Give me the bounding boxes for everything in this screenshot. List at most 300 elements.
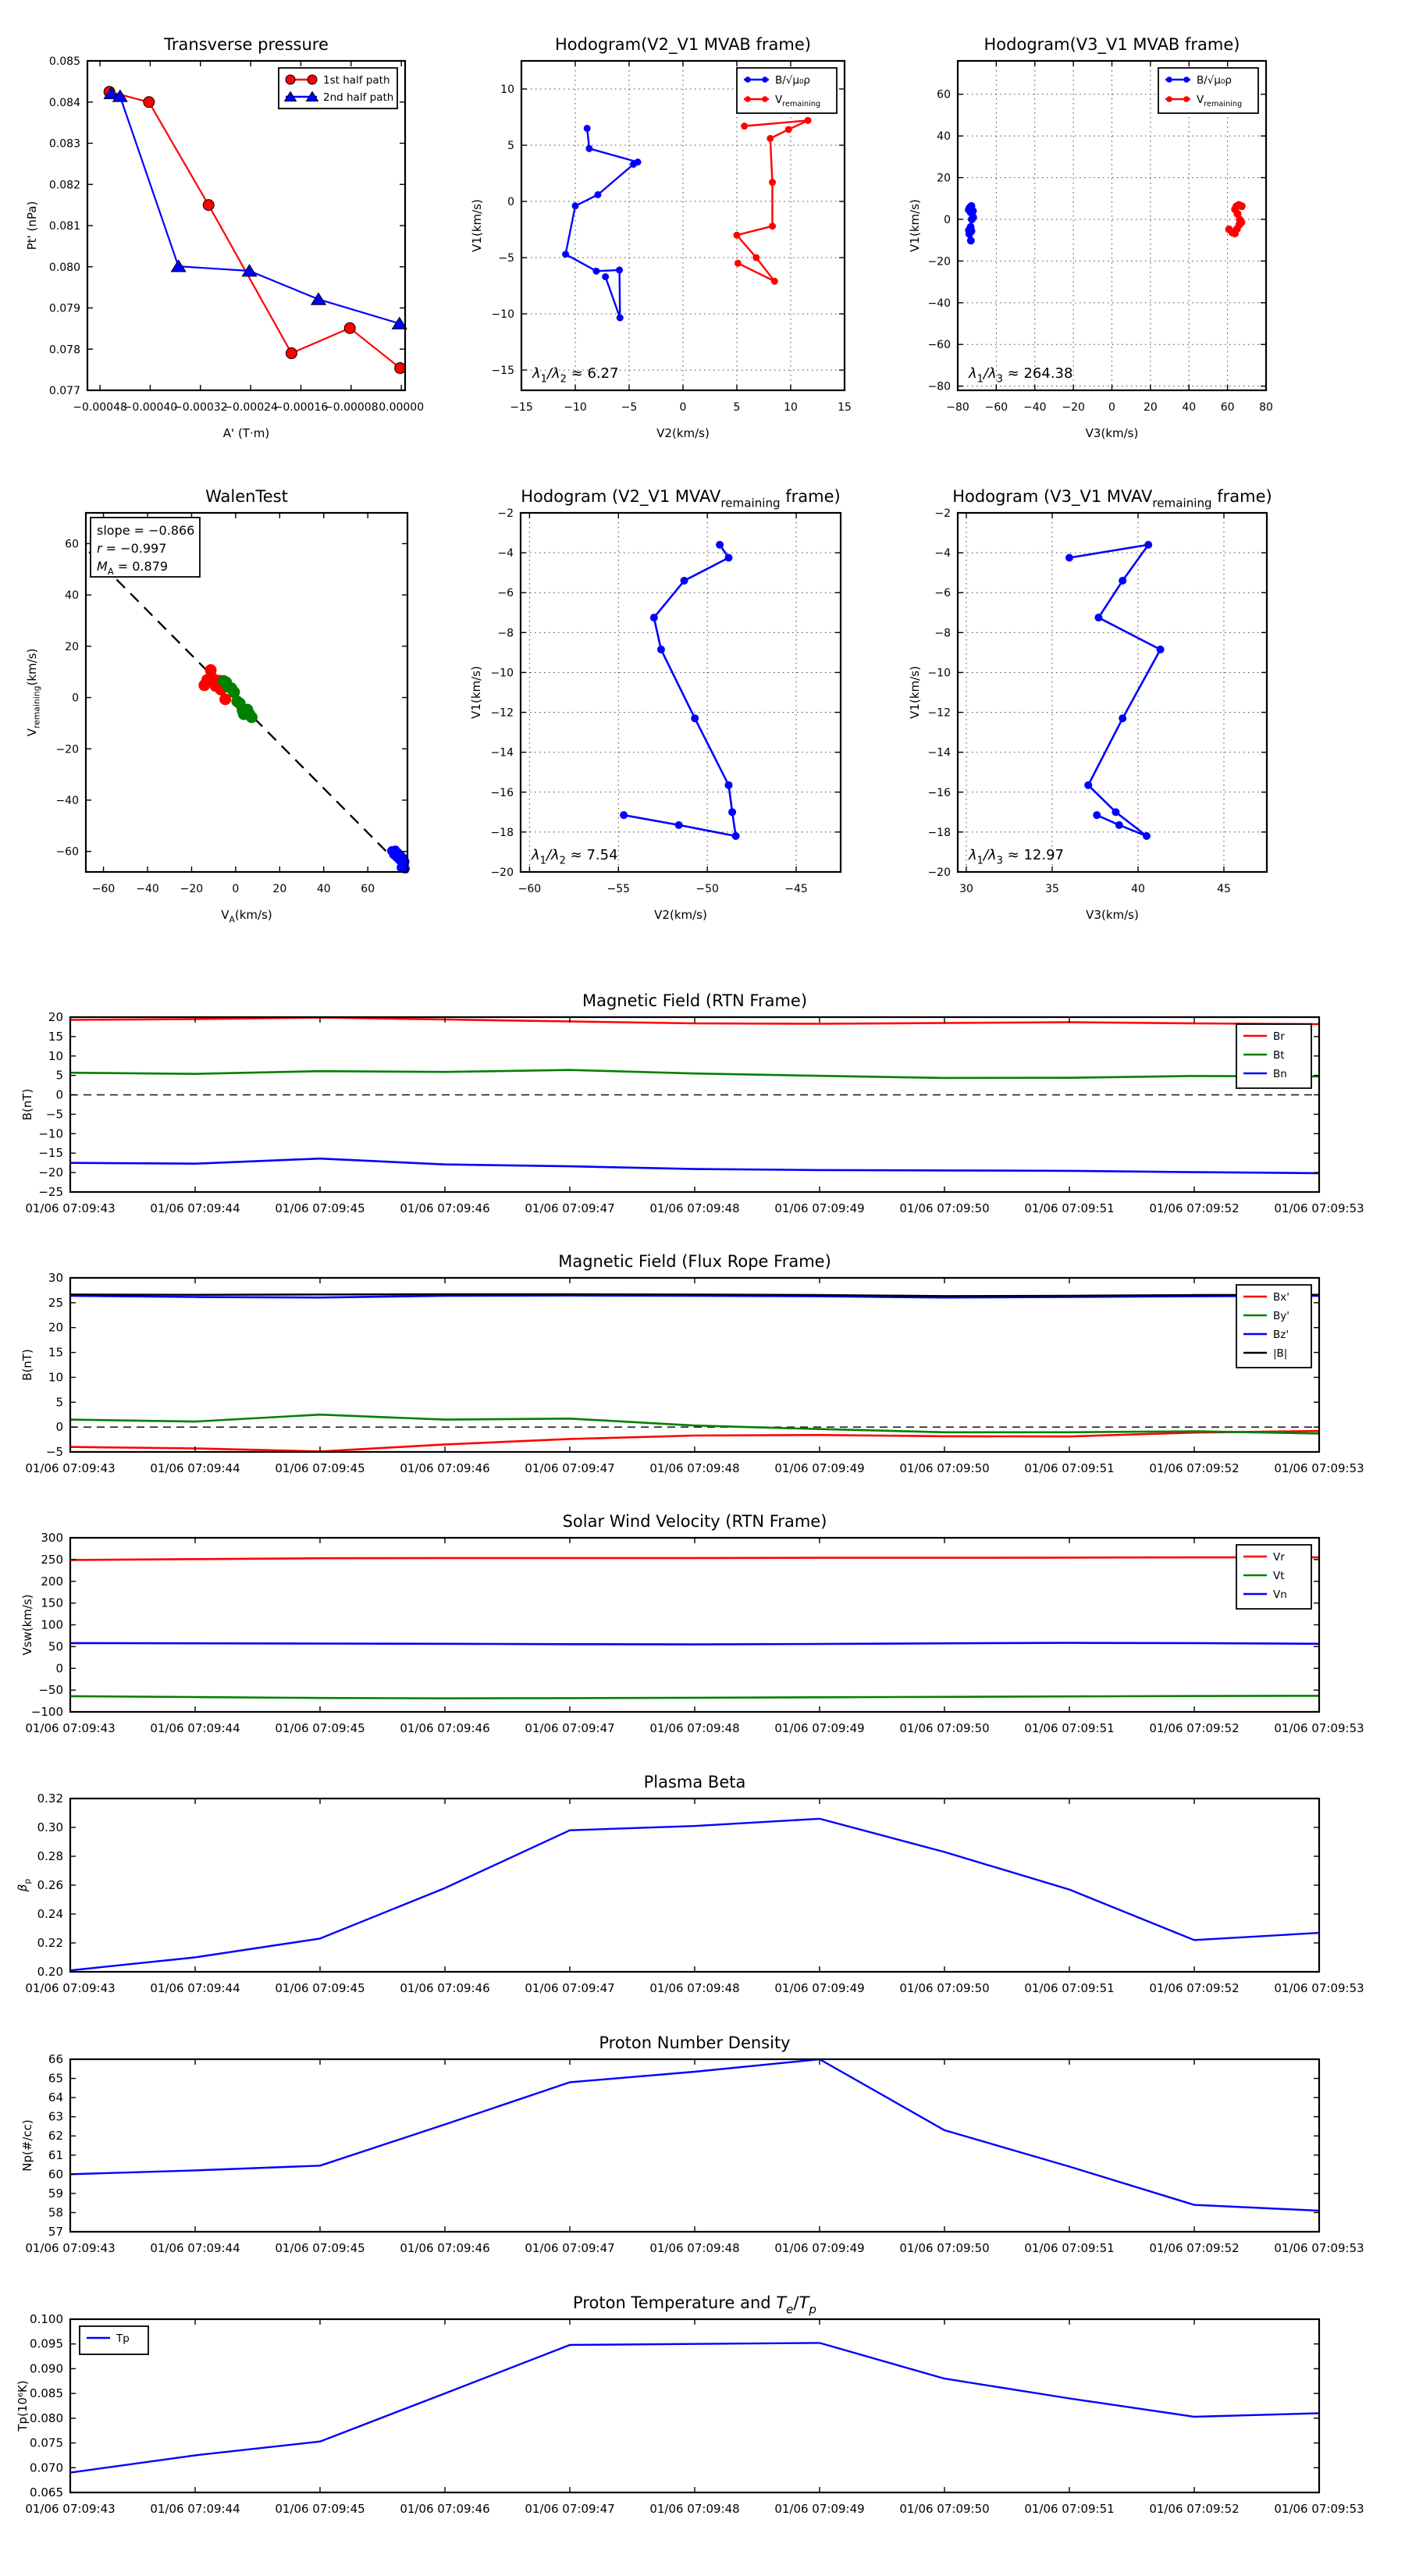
x-tick-label: −20 [1062,401,1085,414]
series-By-prime [70,1414,1319,1433]
x-tick-label: 01/06 07:09:52 [1149,1981,1240,1995]
y-tick-label: 62 [48,2129,63,2144]
x-tick-label: 01/06 07:09:47 [525,2502,615,2516]
y-tick-label: 0.24 [37,1907,63,1921]
x-tick-label: 01/06 07:09:48 [649,1721,740,1735]
x-tick-label: 01/06 07:09:45 [275,2241,365,2255]
chart-title: Hodogram(V2_V1 MVAB frame) [555,35,811,54]
x-tick-label: 01/06 07:09:46 [400,1981,490,1995]
y-tick-label: 0.075 [30,2435,63,2450]
y-tick-label: −20 [490,866,514,879]
marker-circle [1166,96,1172,102]
x-tick-label: 01/06 07:09:45 [275,1981,365,1995]
x-tick-label: 01/06 07:09:47 [525,1201,615,1215]
y-tick-label: −20 [927,866,951,879]
y-axis-label: Pt' (nPa) [25,201,39,251]
x-tick-label: 01/06 07:09:45 [275,1201,365,1215]
series-Np [70,2059,1319,2211]
marker-circle [752,254,759,262]
x-tick-label: 01/06 07:09:45 [275,2502,365,2516]
x-tick-label: 60 [1220,401,1235,414]
legend-label: $V_{remaining}$ [1197,94,1243,109]
marker-circle [1115,821,1123,829]
y-tick-label: 66 [48,2052,63,2066]
y-tick-label: 65 [48,2071,63,2086]
y-tick-label: 0 [72,692,79,705]
chart-title: Hodogram (V2_V1 $MVAV_{remaining}$ frame) [521,487,841,511]
y-tick-label: 0 [507,196,514,209]
y-tick-label: 0.065 [30,2485,63,2500]
y-tick-label: −10 [490,667,514,680]
y-tick-label: 5 [55,1395,63,1410]
chart-hodogram-v2v1-mvav [469,487,841,922]
x-tick-label: 01/06 07:09:45 [275,1721,365,1735]
axes-frame [70,1538,1319,1712]
y-axis-label: V1(km/s) [470,199,484,252]
x-tick-label: 01/06 07:09:44 [150,1201,240,1215]
legend-label: 1st half path [323,74,390,87]
y-tick-label: 0.078 [48,343,80,357]
y-tick-label: 0 [55,1087,63,1102]
y-tick-label: 15 [48,1029,63,1044]
series-V-remaining [737,120,808,281]
y-tick-label: −6 [497,587,514,600]
y-tick-label: 60 [65,538,79,551]
marker-circle [732,832,740,840]
marker-circle [585,145,592,152]
series-Vr [70,1557,1319,1560]
y-tick-label: −2 [934,507,951,520]
x-tick-label: 01/06 07:09:51 [1024,1201,1115,1215]
y-tick-label: −8 [497,627,514,640]
x-tick-label: 01/06 07:09:46 [400,1201,490,1215]
x-tick-label: −15 [510,401,533,414]
marker-circle [630,161,637,168]
x-tick-label: −0.00008 [324,401,379,414]
chart-hodogram-v2v1-mvab [470,35,852,440]
x-tick-label: 01/06 07:09:52 [1149,1461,1240,1475]
chart-title: Magnetic Field (Flux Rope Frame) [558,1252,831,1271]
x-tick-label: 40 [1182,401,1197,414]
x-tick-label: 01/06 07:09:50 [899,1981,990,1995]
y-tick-label: −10 [927,667,951,680]
y-tick-label: 0.22 [37,1936,63,1950]
axes-frame [958,513,1267,872]
marker-circle [144,97,155,108]
y-axis-label: $V_{remaining}(km/s)$ [25,648,42,737]
series-v-remaining-path [624,545,736,836]
y-tick-label: −20 [927,255,951,269]
marker-circle [594,191,601,198]
y-tick-label: 20 [48,1320,63,1335]
y-tick-label: 15 [48,1345,63,1360]
marker-circle [769,222,776,229]
x-tick-label: 0 [1108,401,1115,414]
x-tick-label: 01/06 07:09:48 [649,1461,740,1475]
y-tick-label: 0.090 [30,2361,63,2376]
y-tick-label: 5 [55,1068,63,1083]
y-tick-label: −80 [927,380,951,393]
y-tick-label: 0.079 [48,302,80,315]
series-v-remaining-path [1069,545,1161,836]
x-tick-label: 35 [1045,883,1059,895]
chart-solar-wind-velocity [20,1512,1364,1735]
marker-circle [1119,577,1126,585]
marker-circle [741,123,748,130]
x-axis-label: V3(km/s) [1086,908,1139,922]
legend-label: Tp [116,2332,130,2345]
legend-label: By' [1273,1310,1289,1322]
y-tick-label: −15 [491,365,514,378]
x-axis-label: V2(km/s) [656,426,710,440]
x-tick-label: 01/06 07:09:49 [774,2241,865,2255]
x-tick-label: 01/06 07:09:47 [525,1721,615,1735]
x-tick-label: 01/06 07:09:53 [1274,2241,1364,2255]
stats-line: $M_A = 0.879$ [97,559,169,577]
y-tick-label: 100 [41,1617,63,1632]
legend-label: Bz' [1273,1329,1289,1341]
x-tick-label: 01/06 07:09:53 [1274,1461,1364,1475]
x-tick-label: 01/06 07:09:48 [649,2502,740,2516]
x-tick-label: −40 [136,883,159,895]
chart-title: Magnetic Field (RTN Frame) [582,991,808,1010]
x-tick-label: 01/06 07:09:44 [150,1721,240,1735]
y-tick-label: 0.082 [48,179,80,192]
y-tick-label: −14 [927,746,951,760]
y-tick-label: −6 [934,587,951,600]
y-tick-label: 63 [48,2109,63,2124]
annotation: $\lambda_1/\lambda_2 \approx 6.27$ [532,365,619,386]
y-tick-label: 300 [41,1531,63,1545]
marker-circle [1112,808,1119,816]
marker-circle [735,260,742,267]
marker-circle [1094,614,1102,621]
x-tick-label: −20 [180,883,204,895]
y-tick-label: 60 [937,88,951,101]
marker-circle [681,577,688,585]
y-tick-label: 40 [65,589,79,603]
x-tick-label: 01/06 07:09:48 [649,2241,740,2255]
marker-circle [771,278,778,285]
x-tick-label: 0 [232,883,240,895]
marker-circle [762,96,768,102]
marker-circle [968,215,976,223]
y-tick-label: −50 [38,1683,63,1698]
y-tick-label: −4 [497,547,514,560]
y-axis-label: B(nT) [20,1349,34,1381]
y-tick-label: −5 [45,1107,63,1122]
legend-box [80,2326,148,2354]
x-tick-label: −5 [621,401,638,414]
x-tick-label: 30 [959,883,973,895]
x-tick-label: −0.00032 [173,401,228,414]
series-Bn [70,1158,1319,1173]
x-tick-label: 0.00000 [379,401,425,414]
x-axis-label: V3(km/s) [1085,426,1139,440]
y-tick-label: 0.20 [37,1965,63,1979]
chart-title: Proton Number Density [599,2033,791,2052]
x-tick-label: 01/06 07:09:50 [899,1461,990,1475]
y-tick-label: −10 [38,1126,63,1141]
marker-circle [620,811,628,819]
x-tick-label: 01/06 07:09:46 [400,2502,490,2516]
x-tick-label: 01/06 07:09:44 [150,2502,240,2516]
y-tick-label: 30 [48,1271,63,1285]
x-tick-label: 15 [838,401,852,414]
x-tick-label: 45 [1217,883,1231,895]
series-beta-p [70,1819,1319,1970]
y-tick-label: 20 [937,172,951,185]
annotation: $\lambda_1/\lambda_2 \approx 7.54$ [532,847,618,867]
x-tick-label: 01/06 07:09:43 [25,2241,116,2255]
x-tick-label: 01/06 07:09:43 [25,1721,116,1735]
y-axis-label: $\beta_p$ [16,1878,33,1892]
marker-circle [344,322,355,333]
y-tick-label: 20 [65,640,79,653]
marker-circle [1157,646,1165,653]
x-tick-label: 60 [361,883,375,895]
x-tick-label: 01/06 07:09:49 [774,1721,865,1735]
x-tick-label: 01/06 07:09:46 [400,1721,490,1735]
marker-circle [691,714,699,722]
y-axis-label: B(nT) [20,1088,34,1121]
marker-circle [1119,714,1126,722]
y-tick-label: 20 [48,1010,63,1024]
y-tick-label: 0.081 [48,220,80,233]
marker-circle [767,135,774,142]
y-tick-label: −16 [927,786,951,799]
x-tick-label: 40 [316,883,331,895]
x-tick-label: 01/06 07:09:47 [525,2241,615,2255]
y-tick-label: −60 [55,845,79,859]
marker-circle [395,363,406,374]
marker-circle [616,266,623,273]
x-tick-label: 01/06 07:09:52 [1149,2241,1240,2255]
x-tick-label: 01/06 07:09:49 [774,2502,865,2516]
chart-walen-test [25,487,410,925]
x-tick-label: 01/06 07:09:49 [774,1461,865,1475]
y-tick-label: 0.30 [37,1820,63,1834]
y-tick-label: 25 [48,1295,63,1310]
y-tick-label: 61 [48,2147,63,2162]
y-tick-label: 0.28 [37,1849,63,1863]
x-axis-label: $V_A(km/s)$ [221,908,272,925]
axes-frame [521,513,841,872]
marker-circle [657,646,665,653]
legend-label: Vt [1273,1570,1285,1582]
y-tick-label: −20 [38,1165,63,1180]
x-tick-label: 01/06 07:09:51 [1024,1721,1115,1735]
x-tick-label: −0.00048 [73,401,127,414]
x-tick-label: 01/06 07:09:51 [1024,2241,1115,2255]
y-axis-label: V1(km/s) [908,666,922,719]
marker-circle [1166,76,1172,83]
marker-circle [572,202,579,209]
y-tick-label: 59 [48,2186,63,2201]
legend-label: B/√μ₀ρ [1197,74,1232,87]
y-tick-label: 10 [48,1370,63,1385]
stats-line: slope = −0.866 [97,523,195,538]
x-tick-label: 01/06 07:09:46 [400,2241,490,2255]
marker-circle [650,614,658,621]
chart-title: WalenTest [205,487,288,506]
x-tick-label: 01/06 07:09:48 [649,1981,740,1995]
x-tick-label: 01/06 07:09:53 [1274,1721,1364,1735]
y-tick-label: −12 [927,706,951,720]
annotation: $\lambda_1/\lambda_3 \approx 264.38$ [969,365,1073,386]
x-tick-label: 10 [784,401,798,414]
y-tick-label: 10 [48,1048,63,1063]
series-Bt [70,1070,1319,1078]
marker-circle [1065,554,1073,562]
chart-magnetic-field-flux-rope [20,1252,1364,1475]
marker-circle [745,96,751,102]
chart-proton-temperature [16,2293,1364,2516]
y-tick-label: −2 [497,507,514,520]
chart-plasma-beta [16,1773,1364,1995]
x-tick-label: 01/06 07:09:52 [1149,1201,1240,1215]
marker-circle [238,708,250,720]
annotation: $\lambda_1/\lambda_3 \approx 12.97$ [969,847,1065,867]
y-tick-label: −16 [490,786,514,799]
chart-magnetic-field-rtn [20,991,1364,1215]
y-tick-label: 150 [41,1596,63,1610]
y-tick-label: 0.095 [30,2336,63,2351]
x-tick-label: 01/06 07:09:50 [899,1201,990,1215]
y-tick-label: −100 [30,1705,63,1719]
series-Vn [70,1643,1319,1645]
legend-label: Bt [1273,1049,1285,1062]
marker-circle [725,781,733,789]
series-Vt [70,1695,1319,1698]
y-tick-label: 64 [48,2090,63,2105]
marker-circle [1238,202,1246,210]
chart-title: Proton Temperature and $T_e/T_p$ [573,2293,816,2317]
x-tick-label: 80 [1259,401,1273,414]
y-tick-label: 0 [944,213,951,226]
marker-circle [584,125,591,132]
x-tick-label: −45 [784,883,808,895]
marker-circle [1093,811,1101,819]
y-axis-label: V1(km/s) [908,199,922,252]
chart-title: Plasma Beta [643,1773,746,1791]
y-tick-label: 0.080 [48,261,80,274]
y-tick-label: 0.084 [48,96,80,109]
marker-circle [1084,781,1092,789]
x-tick-label: 01/06 07:09:49 [774,1981,865,1995]
chart-title: Hodogram(V3_V1 MVAB frame) [984,35,1240,54]
x-tick-label: 01/06 07:09:50 [899,2241,990,2255]
y-tick-label: 5 [507,140,514,153]
marker-circle [769,179,776,186]
x-tick-label: 01/06 07:09:53 [1274,1201,1364,1215]
x-tick-label: −55 [606,883,631,895]
legend-label: Vr [1273,1551,1285,1564]
x-axis-label: V2(km/s) [654,908,707,922]
marker-circle [1183,76,1190,83]
y-tick-label: −25 [38,1185,63,1199]
y-tick-label: −12 [490,706,514,720]
y-tick-label: −40 [927,297,951,310]
x-tick-label: 01/06 07:09:53 [1274,1981,1364,1995]
x-tick-label: −0.00040 [123,401,178,414]
y-axis-label: Tp(10⁶K) [16,2380,30,2432]
marker-circle [203,200,214,211]
x-tick-label: 01/06 07:09:43 [25,1201,116,1215]
stats-line: r = −0.997 [97,541,167,556]
x-tick-label: −50 [695,883,719,895]
marker-circle [728,808,736,816]
legend-label: Br [1273,1030,1285,1043]
marker-circle [762,76,768,83]
y-tick-label: −20 [55,743,79,756]
y-tick-label: −18 [927,826,951,839]
x-tick-label: 01/06 07:09:51 [1024,1461,1115,1475]
marker-circle [286,348,297,359]
axes-frame [87,61,405,390]
x-tick-label: 20 [1143,401,1158,414]
x-tick-label: 01/06 07:09:43 [25,1461,116,1475]
x-tick-label: 40 [1131,883,1145,895]
series-B-over-sqrt-mu0rho [566,128,638,318]
y-tick-label: 0.26 [37,1878,63,1892]
y-tick-label: 40 [937,130,951,144]
x-tick-label: 01/06 07:09:45 [275,1461,365,1475]
x-tick-label: 01/06 07:09:43 [25,2502,116,2516]
y-tick-label: 0.100 [30,2312,63,2326]
x-tick-label: −0.00016 [273,401,329,414]
y-tick-label: −14 [490,746,514,760]
x-tick-label: 01/06 07:09:47 [525,1461,615,1475]
y-tick-label: 0.070 [30,2460,63,2475]
series-Tp [70,2343,1319,2472]
x-tick-label: 01/06 07:09:50 [899,1721,990,1735]
x-tick-label: −60 [518,883,542,895]
y-axis-label: Vsw(km/s) [20,1594,34,1656]
chart-title: Solar Wind Velocity (RTN Frame) [562,1512,827,1531]
chart-title: Hodogram (V3_V1 $MVAV_{remaining}$ frame) [952,487,1272,511]
x-tick-label: 5 [733,401,741,414]
axes-frame [70,1017,1319,1192]
x-tick-label: 01/06 07:09:50 [899,2502,990,2516]
marker-circle [967,237,975,244]
y-tick-label: −5 [498,252,514,265]
y-tick-label: −10 [491,308,514,322]
marker-circle [286,75,295,84]
chart-title: Transverse pressure [164,35,329,54]
legend-label: |B| [1273,1347,1288,1360]
x-tick-label: 01/06 07:09:52 [1149,1721,1240,1735]
y-tick-label: 0.32 [37,1791,63,1806]
y-tick-label: 0 [55,1420,63,1435]
marker-circle [716,541,724,549]
y-tick-label: 57 [48,2225,63,2239]
marker-circle [966,230,973,238]
x-tick-label: 01/06 07:09:43 [25,1981,116,1995]
marker-circle [562,251,569,258]
y-tick-label: 0.077 [48,385,80,397]
marker-circle [745,76,751,83]
y-tick-label: −60 [927,339,951,352]
axes-frame [70,2059,1319,2232]
y-tick-label: 200 [41,1574,63,1589]
x-tick-label: 01/06 07:09:44 [150,1461,240,1475]
x-tick-label: 01/06 07:09:44 [150,1981,240,1995]
x-tick-label: 01/06 07:09:52 [1149,2502,1240,2516]
marker-circle [725,554,733,562]
x-tick-label: 01/06 07:09:51 [1024,1981,1115,1995]
y-axis-label: V1(km/s) [469,666,483,719]
